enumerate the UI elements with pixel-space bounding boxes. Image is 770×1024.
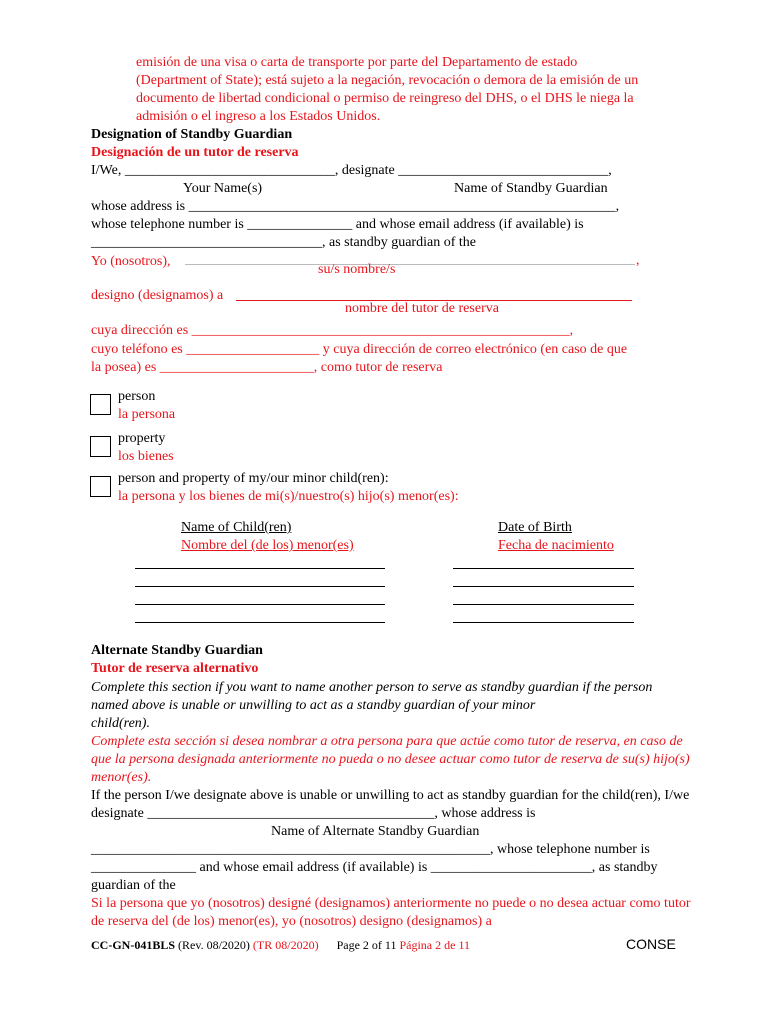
es-yo-nosotros: Yo (nosotros), <box>91 254 171 269</box>
alternate-line-3: _________________________________________________________, whose telephone number is <box>91 842 650 857</box>
dob-line-1[interactable] <box>453 568 634 569</box>
child-name-line-4[interactable] <box>135 622 385 623</box>
option-both-en: person and property of my/our minor child(ren): <box>118 471 389 486</box>
child-name-line-3[interactable] <box>135 604 385 605</box>
standby-guardian-of-line: _________________________________, as standby guardian of the <box>91 235 476 250</box>
dob-line-4[interactable] <box>453 622 634 623</box>
child-name-line-2[interactable] <box>135 586 385 587</box>
revision: (Rev. 08/2020) <box>178 938 250 952</box>
intro-line-4: admisión o el ingreso a los Estados Unidos. <box>136 109 381 124</box>
alternate-es-line-2: de reserva del (de los) menor(es), yo (nosotros) designo (designamos) a <box>91 914 492 929</box>
page-footer <box>91 936 470 954</box>
property-checkbox[interactable] <box>90 436 111 457</box>
alternate-instr-en-2: named above is unable or unwilling to act as a standby guardian of your minor <box>91 698 536 713</box>
option-property-en: property <box>118 431 166 446</box>
child-name-header-es: Nombre del (de los) menor(es) <box>181 538 354 553</box>
option-both-es: la persona y los bienes de mi(s)/nuestro(s) hijo(s) menor(es): <box>118 489 459 504</box>
alternate-instr-es-2: que la persona designada anteriormente no pueda o no desee actuar como tutor de reserva de su(s) hijo(s) <box>91 752 690 767</box>
alternate-name-label: Name of Alternate Standby Guardian <box>271 824 480 839</box>
dob-header-es: Fecha de nacimiento <box>498 538 614 553</box>
designation-heading-en: Designation of Standby Guardian <box>91 127 293 142</box>
phone-email-line: whose telephone number is _______________ and whose email address (if available) is <box>91 217 584 232</box>
intro-line-2: (Department of State); está sujeto a la negación, revocación o demora de la emisión de un <box>136 73 639 88</box>
page-number-en: Page 2 of 11 <box>336 938 397 952</box>
person-checkbox[interactable] <box>90 394 111 415</box>
designation-heading-es: Designación de un tutor de reserva <box>91 145 299 160</box>
address-line: whose address is _____________________________________________________________, <box>91 199 620 214</box>
dob-header-en: Date of Birth <box>498 520 572 535</box>
alternate-line-4: _______________ and whose email address (if available) is _______________________, as standby <box>91 860 658 875</box>
person-and-property-checkbox[interactable] <box>90 476 111 497</box>
alternate-instr-en-1: Complete this section if you want to name another person to serve as standby guardian if the person <box>91 680 653 695</box>
es-designo: designo (designamos) a <box>91 288 224 303</box>
standby-guardian-name-label: Name of Standby Guardian <box>454 181 608 196</box>
alternate-line-1: If the person I/we designate above is unable or unwilling to act as standby guardian for the child(ren), I/we <box>91 788 690 803</box>
es-su-nombre-label: su/s nombre/s <box>318 262 396 277</box>
es-posea-line: la posea) es ______________________, como tutor de reserva <box>91 360 443 375</box>
es-names-line[interactable] <box>185 264 635 265</box>
alternate-instr-es-3: menor(es). <box>91 770 152 785</box>
es-nombre-tutor-label: nombre del tutor de reserva <box>345 301 499 316</box>
alternate-heading-en: Alternate Standby Guardian <box>91 643 263 658</box>
es-comma: , <box>636 253 640 268</box>
translation-revision: (TR 08/2020) <box>252 938 319 952</box>
es-direccion-line: cuya dirección es ______________________________________________________, <box>91 323 574 338</box>
designate-line: I/We, ______________________________, designate ______________________________, <box>91 163 612 178</box>
alternate-line-2: designate _________________________________________, whose address is <box>91 806 536 821</box>
child-name-header-en: Name of Child(ren) <box>181 520 292 535</box>
option-person-es: la persona <box>118 407 176 422</box>
your-names-label: Your Name(s) <box>183 181 263 196</box>
intro-line-3: documento de libertad condicional o permiso de reingreso del DHS, o el DHS le niega la <box>136 91 634 106</box>
alternate-line-5: guardian of the <box>91 878 176 893</box>
dob-line-3[interactable] <box>453 604 634 605</box>
alternate-instr-en-3: child(ren). <box>91 716 150 731</box>
form-id: CC-GN-041BLS <box>91 938 176 952</box>
alternate-instr-es-1: Complete esta sección si desea nombrar a otra persona para que actúe como tutor de reserva, en caso de <box>91 734 683 749</box>
continued-label: CONSE <box>626 936 676 952</box>
alternate-heading-es: Tutor de reserva alternativo <box>91 661 259 676</box>
option-property-es: los bienes <box>118 449 174 464</box>
page-number-es: Página 2 de 11 <box>399 938 471 952</box>
alternate-es-line-1: Si la persona que yo (nosotros) designé (designamos) anteriormente no puede o no desea actuar como tutor <box>91 896 691 911</box>
option-person-en: person <box>118 389 156 404</box>
dob-line-2[interactable] <box>453 586 634 587</box>
intro-line-1: emisión de una visa o carta de transporte por parte del Departamento de estado <box>136 55 578 70</box>
es-telefono-line: cuyo teléfono es ___________________ y cuya dirección de correo electrónico (en caso de que <box>91 342 628 357</box>
child-name-line-1[interactable] <box>135 568 385 569</box>
